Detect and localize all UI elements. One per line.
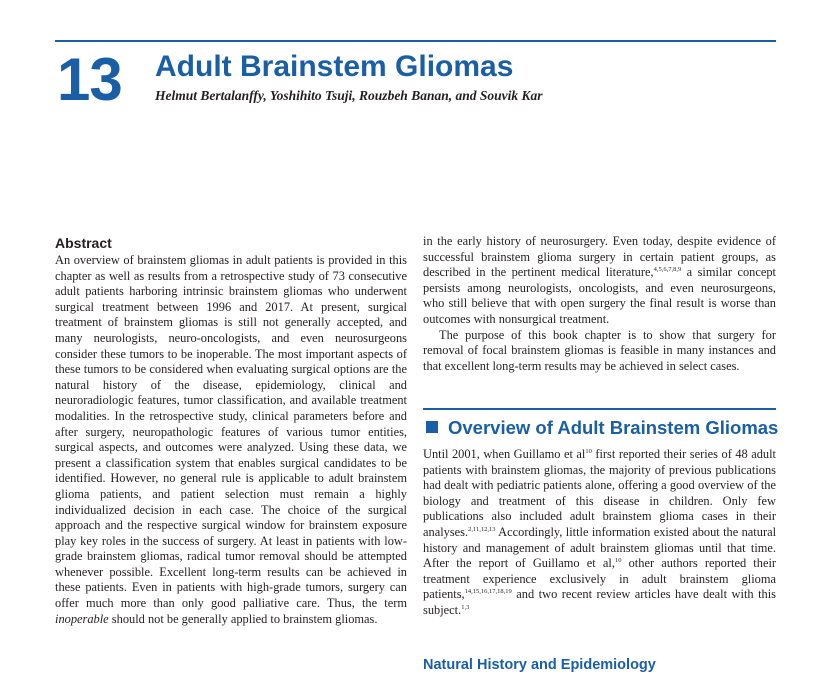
abstract-text-part2: should not be generally applied to brainstem gliomas. (111, 611, 378, 626)
abstract-heading: Abstract (55, 235, 112, 251)
abstract-text-part1: An overview of brainstem gliomas in adult patients is provided in this chapter as well as results from a retrospective study of 73 consecutive adult patients harboring intrinsic brainstem gliomas who underwent surgical treatment between 1996 and 2017. At present, surgical treatment of brainstem gliomas is still not generally accepted, and many neurologists, neuro-oncologists, and even neurosurgeons consider these tumors to be inoperable. The most important aspects of these tumors to be considered when evaluating surgical options are the natural history of the disease, epidemiology, clinical and neuroradiologic features, tumor classification, and available treatment modalities. In the retrospective study, clinical parameters before and after surgery, neuropathologic features of various tumor entities, surgical aspects, and outcomes were analyzed. Using these data, we present a classification system that enables surgical candidates to be identified. However, no general rule is applicable to adult brainstem glioma patients, and patient selection must remain a highly individualized decision in each case. The choice of the surgical approach and the respective surgical window for brainstem exposure play key roles in the success of surgery. At least in patients with low-grade brainstem gliomas, radical tumor removal should be attempted whenever possible. Excellent long-term results can be achieved in these patients. Even in patients with high-grade tumors, surgery can offer much more than only good palliative care. Thus, the term (55, 253, 407, 611)
citation-superscript: 2,11,12,13 (468, 525, 496, 533)
overview-section-body (423, 447, 776, 619)
subsection-heading: Natural History and Epidemiology (423, 657, 656, 673)
chapter-title: Adult Brainstem Gliomas (155, 50, 514, 83)
chapter-number: 13 (57, 46, 122, 113)
abstract-emphasis: inoperable (55, 611, 109, 626)
overview-text-part4: other authors reported their treatment experience exclusively in adult brainstem glioma patients, (423, 556, 777, 602)
overview-text-part3: Accordingly, little information existed about the natural history and management of adult brainstem gliomas until that time. After the report of Guillamo et al, (423, 524, 777, 571)
intro-continued-text-part1: in the early history of neurosurgery. Even today, despite evidence of successful brainstem glioma surgery in certain patient groups, as described in the pertinent medical literature, (423, 234, 776, 280)
overview-text-part2: first reported their series of 48 adult patients with brainstem gliomas, the majority of previous publications had dealt with pediatric patients alone, offering a good overview of the biology and treatment of this disease in children. Only few publications also included adult brainstem glioma cases in their analyses. (423, 447, 776, 539)
overview-paragraph (423, 447, 776, 619)
citation-superscript: 10 (585, 448, 592, 455)
overview-text-part1: Until 2001, when Guillamo et al (423, 447, 586, 461)
blue-square-icon (426, 421, 438, 433)
abstract-paragraph (55, 253, 407, 627)
chapter-authors: Helmut Bertalanffy, Yoshihito Tsuji, Rouzbeh Banan, and Souvik Kar (155, 88, 543, 103)
section-heading-overview (426, 416, 778, 440)
citation-superscript: 4,5,6,7,8,9 (653, 266, 682, 274)
section-heading-text: Overview of Adult Brainstem Gliomas (448, 417, 779, 438)
top-rule (55, 40, 776, 42)
intro-continued-paragraph (423, 234, 776, 328)
overview-text-part5: and two recent review articles have dealt with this subject. (423, 587, 776, 617)
intro-continued-column (423, 234, 776, 374)
purpose-paragraph: The purpose of this book chapter is to show that surgery for removal of focal brainstem gliomas is feasible in many instances and that excellent long-term results may be achieved in select cases. (423, 327, 776, 373)
citation-superscript: 1,3 (461, 603, 470, 611)
abstract-column (55, 234, 407, 627)
citation-superscript: 14,15,16,17,18,19 (464, 588, 512, 596)
section-rule (423, 408, 776, 410)
citation-superscript: 10 (614, 557, 622, 565)
intro-continued-text-part2: a similar concept persists among neurologists, oncologists, and even neurosurgeons, who still believe that with open surgery the final result is worse than outcomes with nonsurgical treatment. (423, 265, 776, 326)
